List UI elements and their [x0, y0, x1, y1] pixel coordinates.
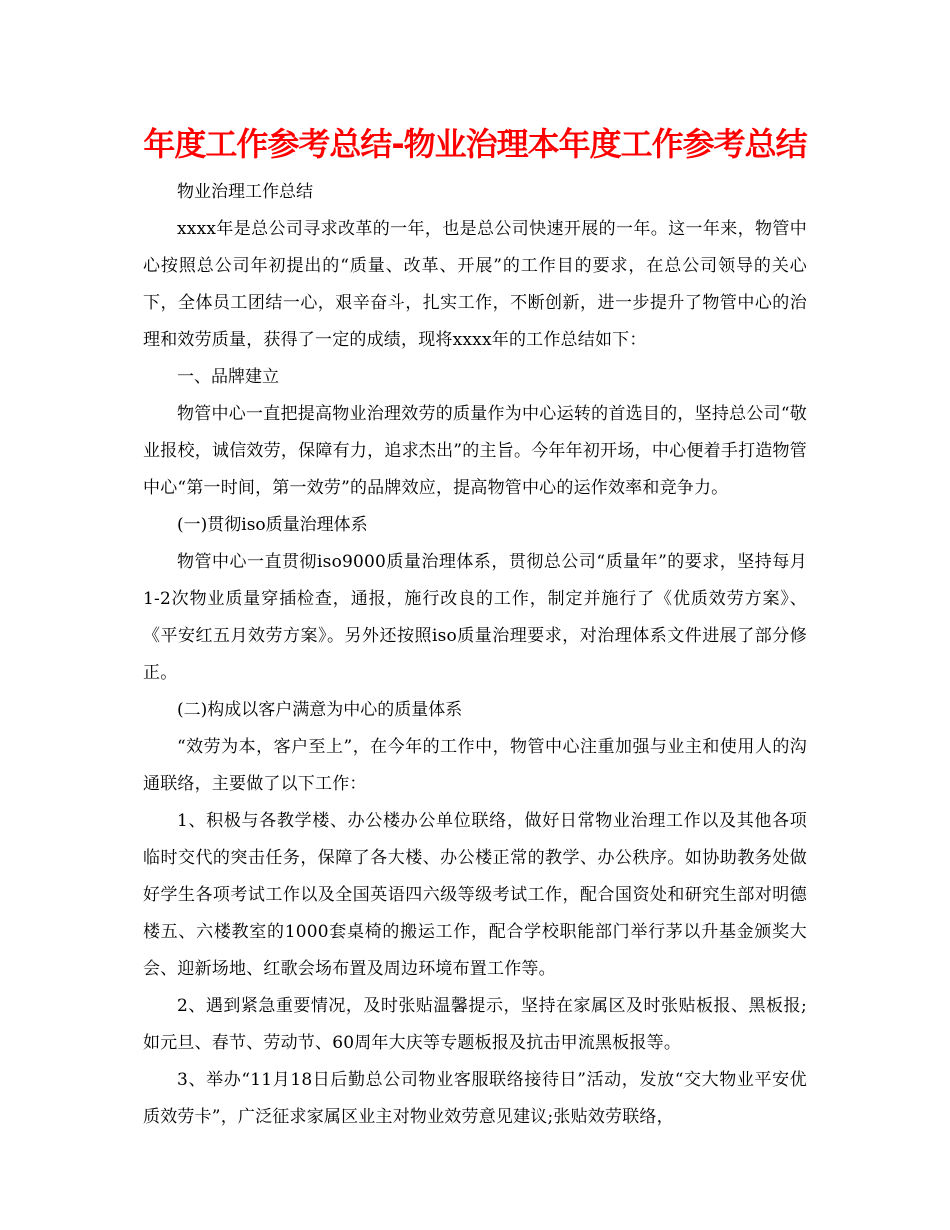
intro-paragraph: xxxx年是总公司寻求改革的一年，也是总公司快速开展的一年。这一年来，物管中心按照总公司年初提出的“质量、改革、开展”的工作目的要求，在总公司领导的关心下，全体员工团结一心，艰辛奋斗，扎实工作，不断创新，进一步提升了物管中心的治理和效劳质量，获得了一定的成绩，现将xxxx年的工作总结如下：: [143, 219, 807, 350]
subsection-heading-customer: (二)构成以客户满意为中心的质量体系: [177, 700, 463, 720]
document-subtitle: 物业治理工作总结: [177, 182, 313, 202]
subsection-iso-paragraph: 物管中心一直贯彻iso9000质量治理体系，贯彻总公司“质量年”的要求，坚持每月1-2次物业质量穿插检查，通报，施行改良的工作，制定并施行了《优质效劳方案》、《平安红五月效劳方案》。另外还按照iso质量治理要求，对治理体系文件进展了部分修正。: [143, 552, 807, 683]
subsection-heading-iso: (一)贯彻iso质量治理体系: [177, 515, 368, 535]
section-heading-brand: 一、品牌建立: [177, 367, 279, 387]
document-title: 年度工作参考总结-物业治理本年度工作参考总结: [143, 125, 807, 163]
list-item: 1、积极与各教学楼、办公楼办公单位联络，做好日常物业治理工作以及其他各项临时交代的突击任务，保障了各大楼、办公楼正常的教学、办公秩序。如协助教务处做好学生各项考试工作以及全国英语四六级等级考试工作，配合国资处和研究生部对明德楼五、六楼教室的1000套桌椅的搬运工作，配合学校职能部门举行茅以升基金颁奖大会、迎新场地、红歌会场布置及周边环境布置工作等。: [143, 811, 807, 979]
list-item: 2、遇到紧急重要情况，及时张贴温馨提示，坚持在家属区及时张贴板报、黑板报;如元旦、春节、劳动节、60周年大庆等专题板报及抗击甲流黑板报等。: [143, 996, 807, 1053]
section-brand-paragraph: 物管中心一直把提高物业治理效劳的质量作为中心运转的首选目的，坚持总公司“敬业报校，诚信效劳，保障有力，追求杰出”的主旨。今年年初开场，中心便着手打造物管中心“第一时间，第一效劳”的品牌效应，提高物管中心的运作效率和竞争力。: [143, 404, 807, 498]
list-item: 3、举办“11月18日后勤总公司物业客服联络接待日”活动，发放“交大物业平安优质效劳卡”，广泛征求家属区业主对物业效劳意见建议;张贴效劳联络，: [143, 1070, 807, 1127]
document-page: [143, 120, 807, 1136]
subsection-customer-paragraph: “效劳为本，客户至上”，在今年的工作中，物管中心注重加强与业主和使用人的沟通联络，主要做了以下工作：: [143, 737, 807, 794]
